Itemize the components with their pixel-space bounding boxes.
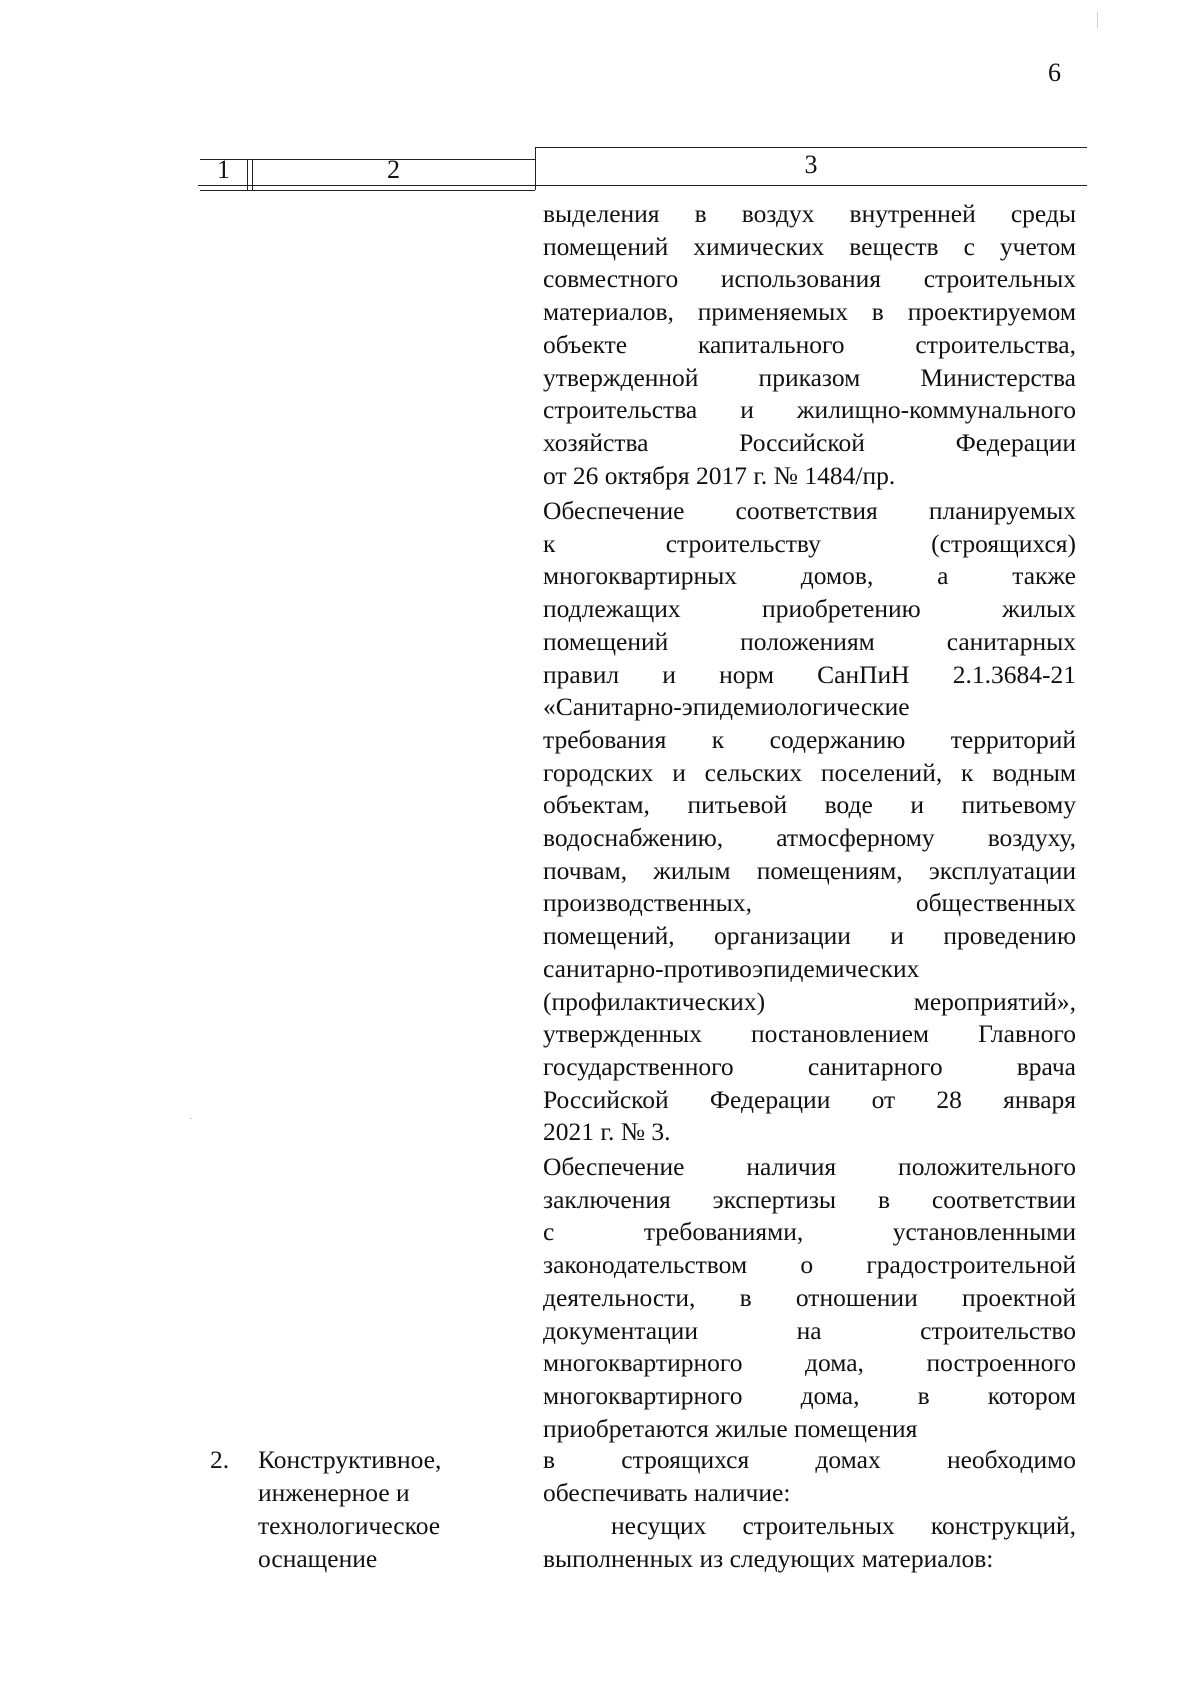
table-header-col1: 1 [217,155,230,184]
text-line: несущих строительных конструкций, [611,1511,1076,1540]
text-line: обеспечивать наличие: [543,1478,791,1507]
text-line: объекте капитального строительства, [543,329,1076,359]
row-title-line: технологическое [258,1511,441,1540]
text-line: в строящихся домах необходимо [543,1445,1076,1474]
scan-mark [1097,12,1098,28]
row-title [258,1443,488,1575]
table-header-bottom-rule [198,185,1087,186]
text-line: выделения в воздух внутренней среды [543,199,1076,228]
text-line: требования к содержанию территорий [543,724,1076,754]
row-title-line: Конструктивное, [258,1445,442,1474]
table-top-rule [535,147,1087,148]
text-line: утвержденной приказом Министерства [543,362,1076,392]
table-header-bottom-rule-2 [200,190,535,191]
text-line: правил и норм СанПиН 2.1.3684-21 [543,659,1076,689]
text-line: (профилактических) мероприятий», [543,986,1076,1016]
text-line: «Санитарно-эпидемиологические [543,692,910,722]
row-title-line: инженерное и [258,1478,410,1507]
continued-text-block [543,198,1076,492]
row2-text [543,1443,1076,1575]
text-line: Обеспечение наличия положительного [543,1152,1076,1181]
page-number: 6 [1048,58,1061,87]
text-line: почвам, жилым помещениям, эксплуатации [543,855,1076,885]
col-divider-1 [247,159,248,190]
row-title-line: оснащение [258,1544,378,1573]
text-line: выполненных из следующих материалов: [543,1544,994,1573]
text-line: помещений положениям санитарных [543,626,1076,656]
text-line: санитарно-противоэпидемических [543,953,920,983]
text-line: хозяйства Российской Федерации [543,427,1076,457]
text-line: законодательством о градостроительной [543,1250,1076,1280]
text-line: многоквартирного дома, в котором [543,1380,1076,1410]
text-line: утвержденных постановлением Главного [543,1019,1076,1049]
text-line: с требованиями, установленными [543,1217,1076,1247]
table-header-col2: 2 [387,155,400,184]
text-line: государственного санитарного врача [543,1051,1076,1081]
text-line: объектам, питьевой воде и питьевому [543,790,1076,820]
text-line: помещений, организации и проведению [543,921,1076,951]
text-line: заключения экспертизы в соответствии [543,1184,1076,1214]
text-line: подлежащих приобретению жилых [543,594,1076,624]
text-line: Обеспечение соответствия планируемых [543,496,1076,525]
text-line: производственных, общественных [543,888,1076,918]
text-line: совместного использования строительных [543,264,1076,294]
expertise-paragraph [543,1151,1076,1445]
text-line: водоснабжению, атмосферному воздуху, [543,823,1076,853]
text-line: документации на строительство [543,1315,1076,1345]
text-line: Российской Федерации от 28 января [543,1084,1076,1114]
text-line: от 26 октября 2017 г. № 1484/пр. [543,460,896,490]
text-line: многоквартирного дома, построенного [543,1348,1076,1378]
text-line: помещений химических веществ с учетом [543,231,1076,261]
text-line: многоквартирных домов, а также [543,561,1076,591]
text-line: материалов, применяемых в проектируемом [543,297,1076,327]
text-line: 2021 г. № 3. [543,1117,671,1147]
text-line: к строительству (строящихся) [543,528,1076,558]
text-line: строительства и жилищно-коммунального [543,395,1076,425]
row-number: 2. [210,1445,230,1474]
text-line: деятельности, в отношении проектной [543,1282,1076,1312]
sanpin-paragraph [543,495,1076,1149]
text-line: приобретаются жилые помещения [543,1413,918,1443]
scan-mark [190,1118,192,1119]
text-line: городских и сельских поселений, к водным [543,757,1076,787]
table-header-col3: 3 [804,150,818,179]
